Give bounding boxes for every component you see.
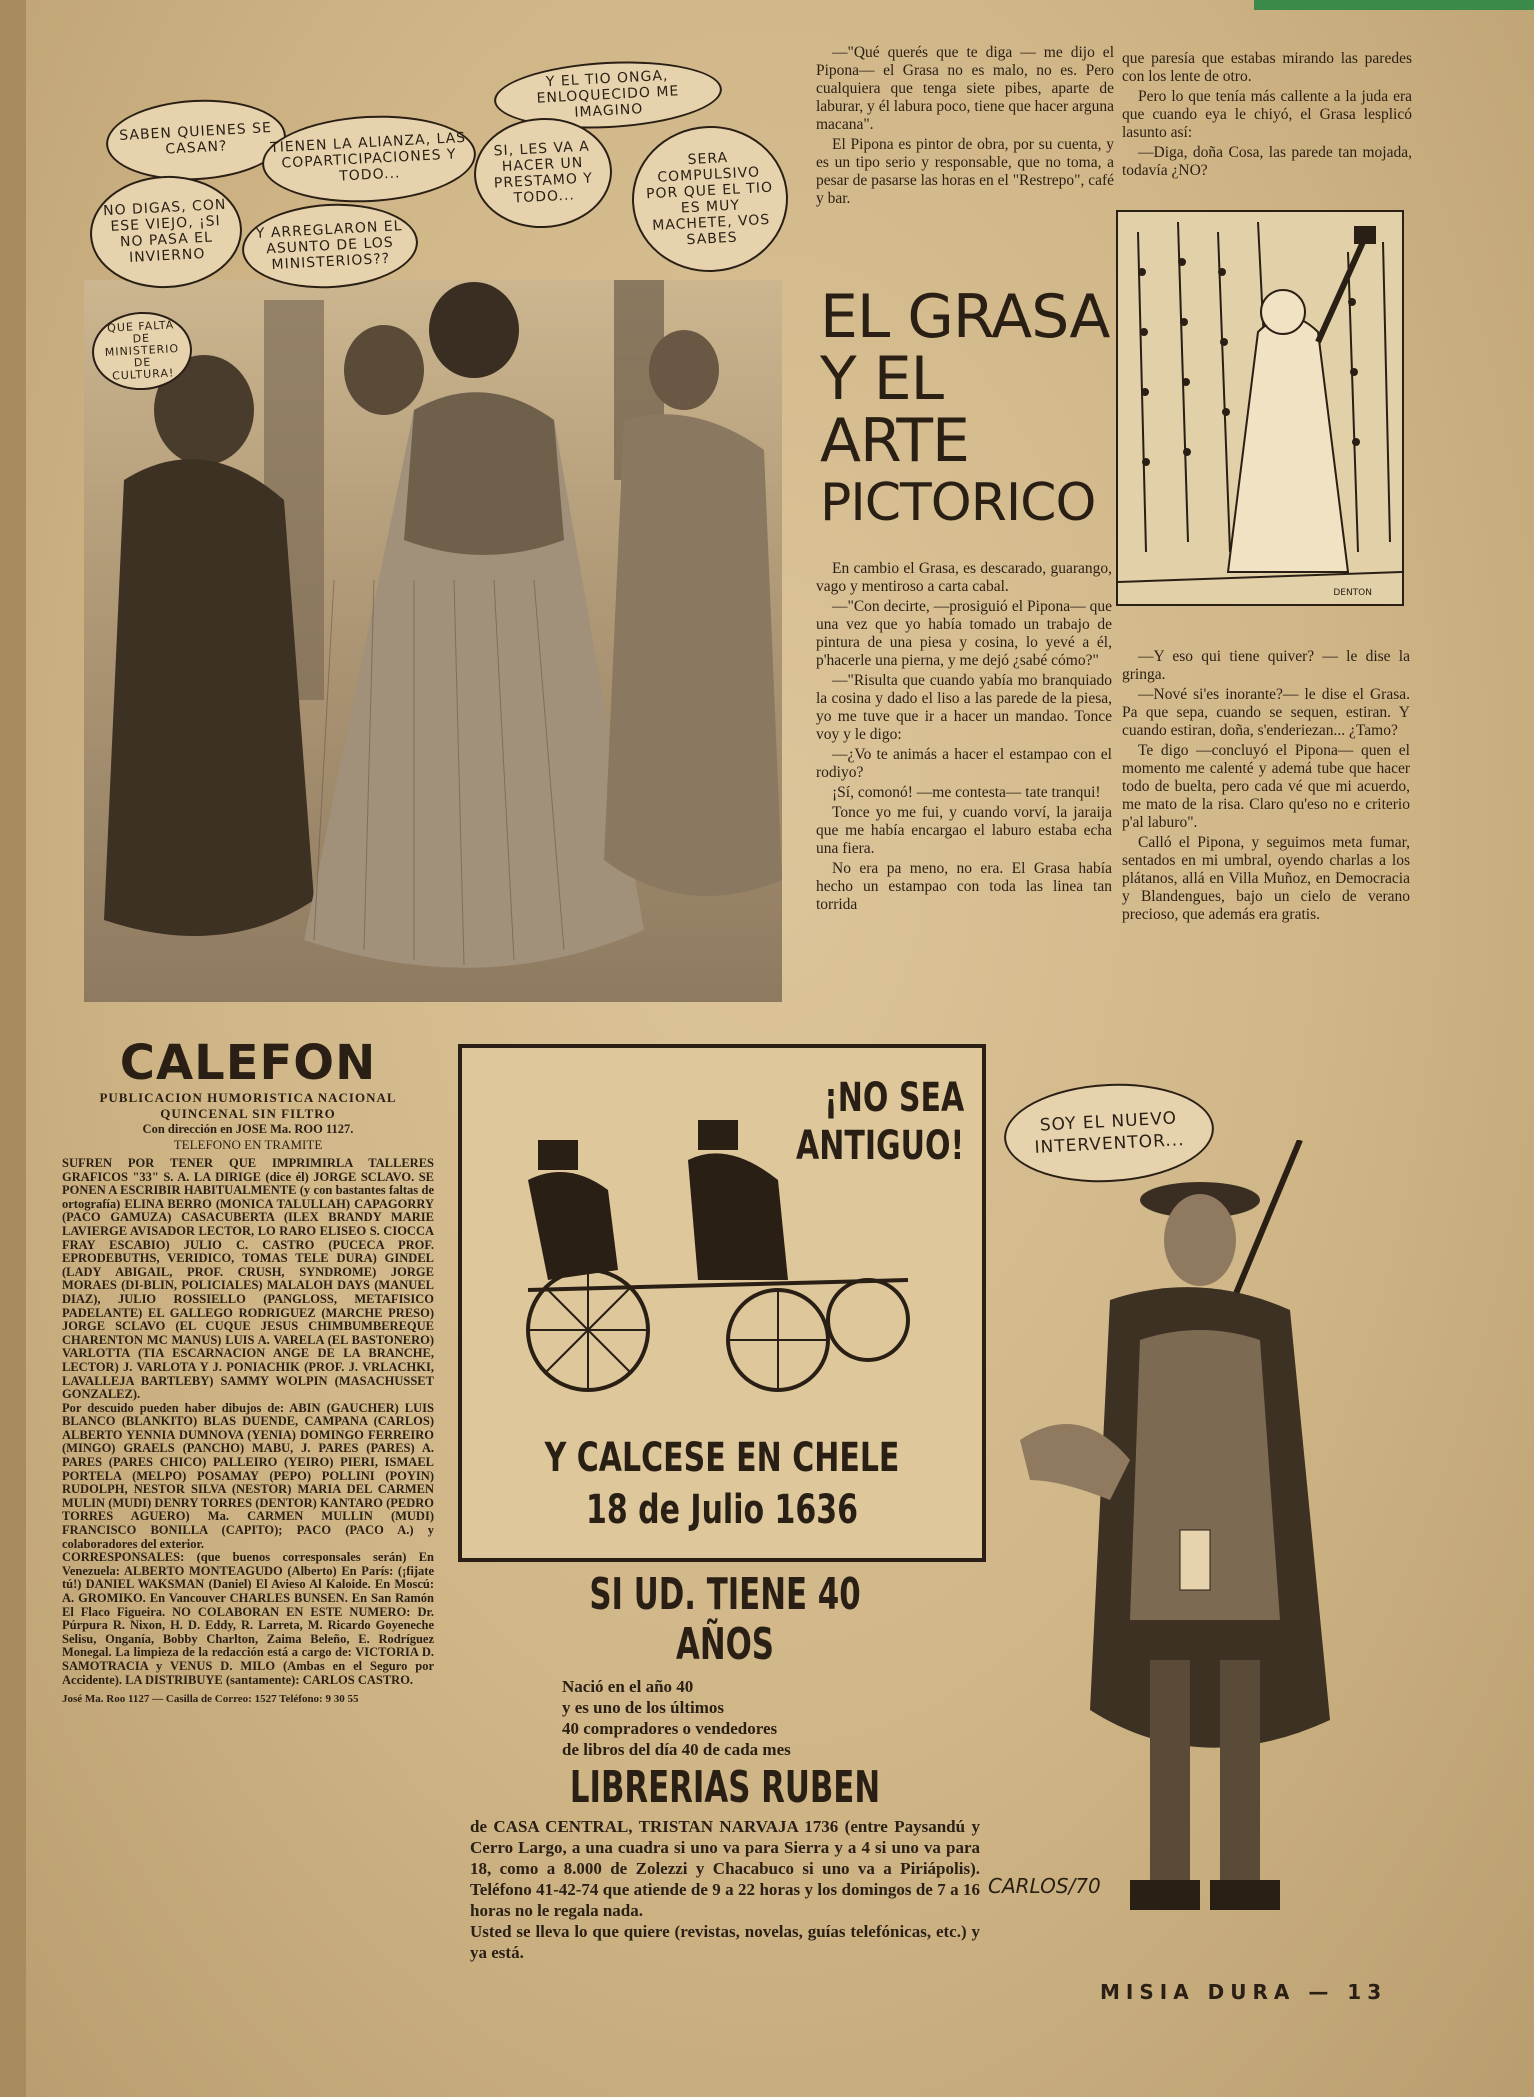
article-paragraph: —¿Vo te animás a hacer el estampao con el rodiyo? <box>816 746 1112 781</box>
antique-car-illustration <box>488 1080 948 1400</box>
article-paragraph: El Pipona es pintor de obra, por su cuenta, y es un tipo serio y responsable, que no toma, a pesar de pasarse las horas en el "Restrepo", café y bar. <box>816 136 1114 207</box>
article-title-line: EL GRASA <box>820 282 1110 352</box>
article-title-line: ARTE <box>820 406 969 476</box>
masthead-address: Con dirección en JOSE Ma. ROO 1127. <box>142 1122 354 1136</box>
article-column-2-top <box>1122 50 1412 182</box>
article-title-line: PICTORICO <box>820 473 1096 533</box>
painter-illustration <box>1116 210 1404 606</box>
ruben-intro-line: Nació en el año 40 <box>562 1677 694 1696</box>
article-paragraph: que paresía que estabas mirando las paredes con los lente de otro. <box>1122 50 1412 85</box>
masthead-subtitle: QUINCENAL SIN FILTRO <box>160 1106 336 1121</box>
ladies-drawing <box>84 280 782 1002</box>
article-column-2-bottom <box>1122 648 1410 926</box>
article-paragraph: —"Con decirte, —prosiguió el Pipona— que una vez que yo había tomado un trabajo de pintura de una piesa y cosina, lo yevé a él, p'hacerle una pierna, y me dejó ¿sabé cómo?" <box>816 598 1112 669</box>
ruben-name: LIBRERIAS RUBEN <box>569 1762 881 1813</box>
credits-correspondents: CORRESPONSALES: (que buenos corresponsales serán) En Venezuela: ALBERTO MONTEAGUDO (Alberto) En París: (¡fijate tú!) DANIEL WAKSMAN (Daniel) El Avieso Al Kaloide. En Moscú: A. GROMIKO. En Vancouver CHARLES BUNSEN. En San Ramón El Flaco Figueira. NO COLABORAN EN ESTE NUMERO: Dr. Púrpura R. Nixon, H. D. Eddy, R. Larreta, M. Ricardo Goyeneche Selisu, Onganía, Bobby Charlton, Zaima Beleño, E. Rodríguez Monegal. La limpieza de la redacción está a cargo de: VICTORIA D. SAMOTRACIA y VENUS D. MILO (Ambas en el Seguro por Accidente). LA DISTRIBUYE (santamente): CARLOS CASTRO. <box>62 1550 434 1687</box>
painter-drawing <box>1118 212 1402 604</box>
article-title <box>820 282 1120 534</box>
article-column-1-bottom <box>816 560 1112 916</box>
article-paragraph: ¡Sí, comonó! —me contesta— tate tranqui! <box>832 784 1101 801</box>
masthead <box>62 1036 434 1707</box>
article-paragraph: —Diga, doña Cosa, las parede tan mojada, todavía ¿NO? <box>1122 144 1412 179</box>
article-paragraph: —Y eso qui tiene quiver? — le dise la gringa. <box>1122 648 1410 683</box>
soldier-illustration <box>1000 1140 1400 1920</box>
top-color-strip <box>1254 0 1534 10</box>
article-paragraph: —Nové si'es inorante?— le dise el Grasa. Pa que sepa, cuando se sequen, estiran. Y cuando estiran, doña, s'enderiezan... ¿Tamo? <box>1122 686 1410 739</box>
article-paragraph: No era pa meno, no era. El Grasa había hecho un estampao con toda las linea tan torrida <box>816 860 1112 913</box>
article-paragraph: Te digo —concluyó el Pipona— quen el momento me calenté y ademá tube que hacer todo de buelta, pero cada vé que mi acuerdo, me mato de la risa. Claro qu'eso no e criterio p'al laburo". <box>1122 742 1410 831</box>
chele-address: 18 de Julio 1636 <box>585 1487 859 1533</box>
soldier-speech-bubble: SOY EL NUEVO INTERVENTOR... <box>1002 1079 1217 1188</box>
soldier-drawing <box>1000 1140 1400 1920</box>
speech-bubble-1: SABEN QUIENES SE CASAN? <box>104 95 288 184</box>
ruben-intro-line: y es uno de los últimos <box>562 1698 724 1717</box>
soldier-signature: CARLOS/70 <box>988 1874 1101 1898</box>
ruben-body: de CASA CENTRAL, TRISTAN NARVAJA 1736 (entre Paysandú y Cerro Largo, a una cuadra si uno va para Sierra y a 4 si uno va para 18, como a 8.000 de Zolezzi y Chacabuco si uno va a Piriápolis). Teléfono 41-42-74 que atiende de 9 a 22 horas y los domingos de 7 a 16 horas no le regala nada. <box>470 1817 980 1920</box>
chele-headline-line: ¡NO SEA <box>823 1075 964 1121</box>
article-title-line: Y EL <box>820 344 944 414</box>
page-binding-edge <box>0 0 26 2097</box>
article-paragraph: Tonce yo me fui, y cuando vorví, la jaraija que me había encargao el laburo estaba echa una fiera. <box>816 804 1112 857</box>
speech-bubble-2: TIENEN LA ALIANZA, LAS COPARTICIPACIONES Y TODO... <box>260 110 478 207</box>
credits-drawings: Por descuido pueden haber dibujos de: ABIN (GAUCHER) LUIS BLANCO (BLANKITO) BLAS DUENDE, CAMPANA (CARLOS) ALBERTO YENNIA DUMNOVA (YENIA) DOMINGO FERREIRO (MINGO) GRAELS (PANCHO) MABU, J. PARES (PARES) A. PARES (PARES CHICO) PALLEIRO (YEIRO) PIERI, ISMAEL PORTELA (MELPO) POSAMAY (PEPO) POLLINI (POYIN) RUDOLPH, NESTOR SILVA (NESTOR) MARIA DEL CARMEN MULIN (MUDI) DENRY TORRES (DENTOR) KANTARO (PEDRO TORRES AGUERO) Ma. CARMEN MULLIN (MUDI) FRANCISCO BONILLA (CAPITO); PACO (PACO A.) y colaboradores del exterior. <box>62 1400 434 1551</box>
ruben-intro-line: 40 compradores o vendedores <box>562 1719 778 1738</box>
credits-staff: SUFREN POR TENER QUE IMPRIMIRLA TALLERES GRAFICOS "33" S. A. LA DIRIGE (dice él) JORGE SCLAVO. SE PONEN A ESCRIBIR HABITUALMENTE (y con bastantes faltas de ortografía) ELINA BERRO (MONICA TALULLAH) CAPAGORRY (PACO GAMUZA) CASACUBERTA (ILEX BRANDY MARIE LAVIERGE AVISADOR LECTOR, LO RARO ELISEO S. CIOCCA FRAY ESCABIO) JULIO C. CASTRO (PUCECA PROF. EPRODEBUTHS, VERIDICO, TOMAS TELE DURA) GINDEL (LADY ABIGAIL, PROF. CRUSH, SYNDROME) JORGE MORAES (DI-BLIN, POLICIALES) MALALOH DAYS (MANUEL DIAZ), JULIO ROSSIELLO (PANGLOSS, METAFISICO PADELANTE) EL GALLEGO RODRIGUEZ (MARCHE PRESO) JORGE SCLAVO (EL CUQUE JESUS CHIMBUMBEREQUE CHARENTON MC MANUS) LUIS A. VARELA (EL BASTONERO) VARLOTTA (TIA ESCARNACION ANGE DE LA BRANCHE, LECTOR) J. VARLOTA Y J. PONIACHIK (PROF. J. VRLACHKI, LAVALLEJA BARTLEBY) SAMMY WOLPIN (MASACHUSSET GONZALEZ). <box>62 1156 434 1402</box>
speech-bubble-6: NO DIGAS, CON ESE VIEJO, ¡SI NO PASA EL INVIERNO <box>87 172 245 292</box>
masthead-subtitle: PUBLICACION HUMORISTICA NACIONAL <box>99 1090 397 1105</box>
masthead-title: CALEFON <box>119 1035 377 1091</box>
chele-headline-line: ANTIGUO! <box>795 1123 964 1169</box>
article-paragraph: Calló el Pipona, y seguimos meta fumar, sentados en mi umbral, oyendo charlas a los plátanos, allá en Villa Muñoz, en Democracia y Blandengues, bajo un cielo de verano precioso, que además era gratis. <box>1122 834 1410 923</box>
article-paragraph: —"Qué querés que te diga — me dijo el Pipona— el Grasa no es malo, no es. Pero cualquiera que tenga siete pibes, aparte de laburar, y él labura poco, tiene que hacer arguna macana". <box>816 44 1114 133</box>
article-paragraph: —"Risulta que cuando yabía mo branquiado la cosina y dado el liso a las parede de la piesa, yo me tuve que ir a hacer un mandao. Tonce voy y le digo: <box>816 672 1112 743</box>
painter-signature: DENTON <box>1333 588 1372 598</box>
ruben-headline: SI UD. TIENE 40 AÑOS <box>589 1569 861 1670</box>
article-column-1-top <box>816 44 1114 210</box>
article-paragraph: Pero lo que tenía más callente a la juda era que cuando eya le chiyó, el Grasa lesplicó lasunto así: <box>1122 88 1412 141</box>
article-paragraph: En cambio el Grasa, es descarado, guarango, vago y mentiroso a carta cabal. <box>816 560 1112 595</box>
chele-tagline: Y CALCESE EN CHELE <box>544 1435 900 1481</box>
masthead-footer: José Ma. Roo 1127 — Casilla de Correo: 1527 Teléfono: 9 30 55 <box>62 1693 359 1706</box>
speech-bubble-5: SERA COMPULSIVO POR QUE EL TIO ES MUY MACHETE, VOS SABES <box>628 122 791 276</box>
speech-bubble-3: Y EL TIO ONGA, ENLOQUECIDO ME IMAGINO <box>492 56 723 134</box>
ruben-intro <box>470 1676 980 1760</box>
chele-ad <box>458 1044 986 1562</box>
masthead-phone: TELEFONO EN TRAMITE <box>173 1137 323 1152</box>
page-footer: MISIA DURA — 13 <box>1100 1980 1388 2004</box>
speech-bubble-8: QUE FALTA DE MINISTERIO DE CULTURA! <box>90 309 194 392</box>
ruben-ad <box>470 1570 980 1963</box>
victorian-ladies-illustration <box>84 280 782 1002</box>
speech-bubble-7: Y ARREGLARON EL ASUNTO DE LOS MINISTERIOS?? <box>240 199 420 292</box>
ruben-footer: Usted se lleva lo que quiere (revistas, novelas, guías telefónicas, etc.) y ya está. <box>470 1922 980 1962</box>
speech-bubble-4: SI, LES VA A HACER UN PRESTAMO Y TODO... <box>471 114 615 231</box>
ruben-intro-line: de libros del día 40 de cada mes <box>562 1740 791 1759</box>
